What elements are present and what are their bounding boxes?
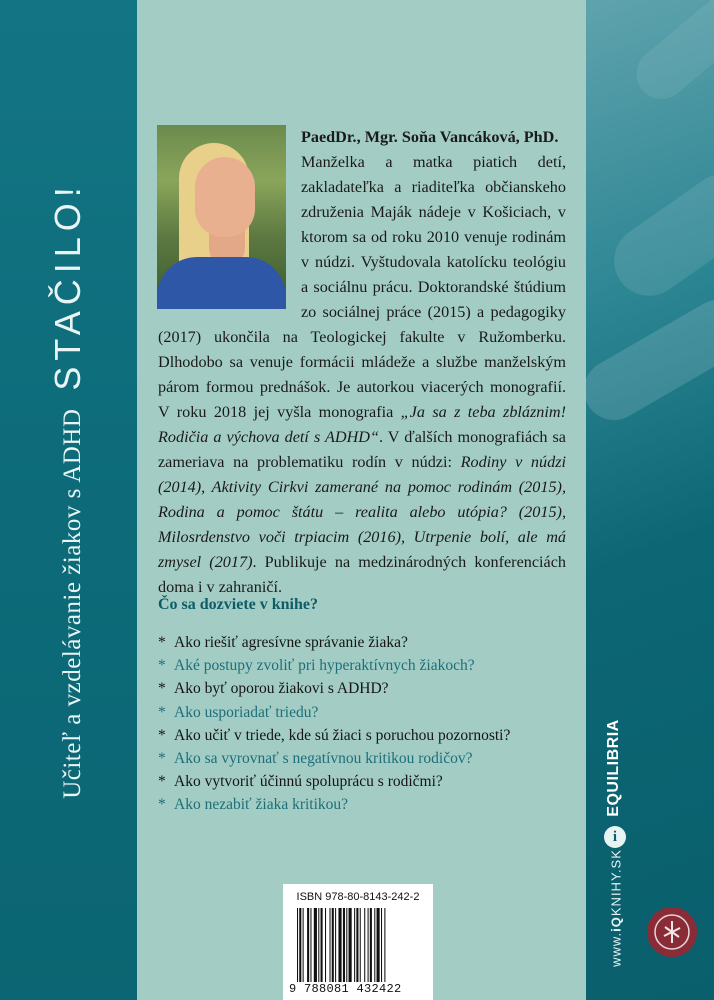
question-text: Ako riešiť agresívne správanie žiaka? [174, 634, 408, 651]
bullet-star: * [158, 634, 166, 651]
list-item [158, 747, 510, 770]
author-bio [158, 125, 566, 600]
publisher-name: EQUILIBRIA [605, 719, 622, 817]
list-item [158, 677, 510, 700]
website-prefix: www. [608, 931, 624, 967]
bullet-star: * [158, 680, 166, 698]
logo-figure-icon [647, 907, 697, 957]
author-name: PaedDr., Mgr. Soňa Vancáková, PhD. [301, 128, 559, 146]
bullet-star: * [158, 750, 166, 768]
question-text: Ako sa vyrovnať s negatívnou kritikou rodičov? [174, 750, 473, 768]
question-text: Ako učiť v triede, kde sú žiaci s poruchou pozornosti? [174, 726, 511, 744]
publisher-logo-icon [647, 907, 697, 957]
question-list [158, 631, 510, 817]
bullet-star: * [158, 703, 166, 721]
spine-title-big: STAČILO! [47, 181, 88, 391]
list-item [158, 654, 510, 677]
fabric-fold [600, 160, 714, 309]
bullet-star: * [158, 726, 166, 744]
photo-spacer [158, 125, 301, 319]
list-item [158, 701, 510, 724]
spine-title-text: Učiteľ a vzdelávanie žiakov s ADHD [59, 408, 86, 799]
isbn-label: ISBN 978-80-8143-242-2 [296, 891, 420, 903]
section-title: Čo sa dozviete v knihe? [158, 596, 318, 613]
fabric-fold [586, 289, 714, 431]
decorative-fabric-area [586, 0, 714, 1000]
info-icon: i [604, 826, 626, 848]
website-bold: iQ [608, 916, 624, 932]
list-item [158, 724, 510, 747]
question-text: Ako vytvoriť účinnú spoluprácu s rodičmi? [174, 773, 443, 791]
question-text: Aké postupy zvoliť pri hyperaktívnych žiakoch? [174, 657, 475, 675]
bio-text-3: . Publikuje na medzinárodných konferenciách doma i v zahraničí. [158, 553, 566, 596]
question-text: Ako usporiadať triedu? [174, 703, 319, 721]
question-text: Ako byť oporou žiakovi s ADHD? [174, 680, 389, 698]
book-spine [0, 0, 137, 1000]
website-suffix: KNIHY.SK [608, 849, 624, 917]
fabric-fold [626, 0, 714, 109]
bio-text-2: . V ďalších monografiách sa zameriava na problematiku rodín v núdzi: [158, 428, 566, 471]
question-text: Ako nezabiť žiaka kritikou? [174, 796, 349, 814]
bio-text-1: Manželka a matka piatich detí, zakladateľka a riaditeľka občianskeho združenia Maják nádeje v Košiciach, v ktorom sa od roku 2010 venuje rodinám v núdzi. Vyštudovala katolícku teológiu a sociálnu prácu. Doktorandské štúdium zo sociálnej práce (2015) a pedagogiky (2017) ukončila na Teologickej fakulte v Ružomberku. Dlhodobo sa venuje formácii mládeže a službe manželským párom formou prednášok. Je autorkou viacerých monografií. V roku 2018 jej vyšla monografia [158, 153, 566, 421]
barcode-box [283, 884, 433, 1000]
barcode-digits: 9 788081 432422 [289, 982, 402, 996]
barcode-icon [297, 908, 419, 982]
bullet-star: * [158, 796, 166, 814]
spine-title [47, 181, 89, 799]
bullet-star: * [158, 657, 166, 675]
bullet-star: * [158, 773, 166, 791]
bio-italic-2: Rodiny v núdzi (2014), Aktivity Cirkvi zamerané na pomoc rodinám (2015), Rodina a pomoc štátu – realita alebo utópia? (2015), Milosrdenstvo voči trpiacim (2016), Utrpenie bolí, ale má zmysel (2017) [158, 453, 566, 571]
list-item [158, 631, 510, 654]
website-url [609, 849, 624, 967]
bio-italic-1: „Ja sa z teba zbláznim! Rodičia a výchova detí s ADHD“ [158, 403, 566, 446]
list-item [158, 770, 510, 793]
list-item [158, 793, 510, 816]
